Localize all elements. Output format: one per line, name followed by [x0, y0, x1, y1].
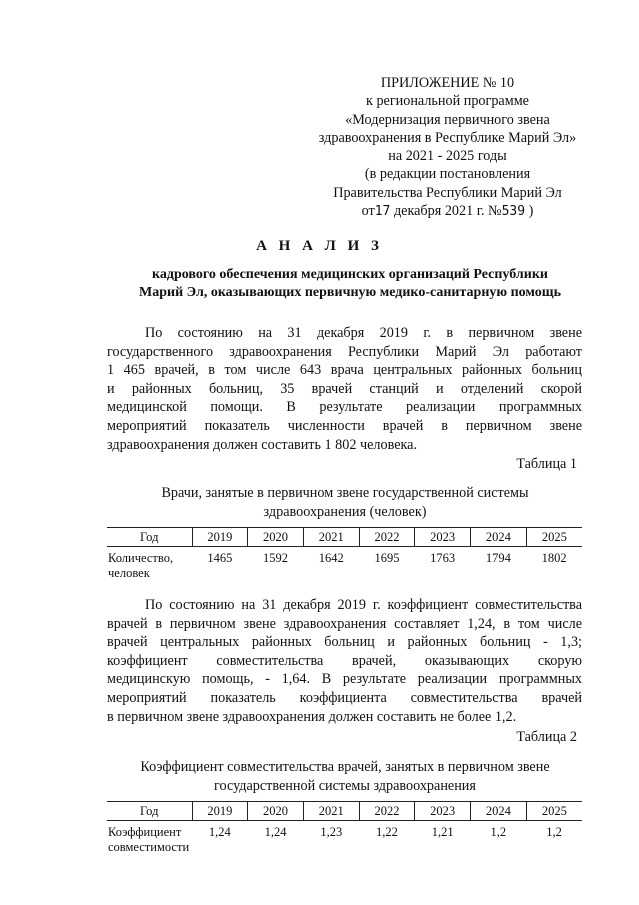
- appendix-line: здравоохранения в Республике Марий Эл»: [318, 129, 577, 146]
- header-2025: 2025: [526, 802, 582, 821]
- row-label: Количество, человек: [108, 551, 174, 580]
- date-suffix: ): [525, 203, 534, 220]
- subtitle-line: Марий Эл, оказывающих первичную медико-санитарную помощь: [139, 285, 561, 300]
- header-2020: 2020: [248, 802, 304, 821]
- header-2020: 2020: [248, 528, 304, 547]
- table1-caption: [100, 484, 590, 521]
- doctors-table: [107, 527, 582, 582]
- paragraph-coefficient: [107, 596, 582, 726]
- date-text: декабря 2021 г. №: [390, 203, 502, 220]
- table-row: [107, 821, 582, 857]
- table-cell: 1,22: [376, 825, 398, 839]
- paragraph-line: мероприятий показатель численности врачей в первичном звене: [107, 417, 582, 434]
- paragraph-line: и районных больниц, 35 врачей станций и отделений скорой: [107, 380, 582, 397]
- paragraph-line: здравоохранения должен составить 1 802 человека.: [107, 436, 418, 453]
- table-cell: 1,21: [431, 825, 454, 839]
- paragraph-line: государственного здравоохранения Республики Марий Эл работают: [107, 343, 582, 360]
- paragraph-staffing: [107, 324, 582, 454]
- table-cell: 1695: [374, 551, 400, 565]
- paragraph-line: По состоянию на 31 декабря 2019 г. в первичном звене: [145, 325, 582, 341]
- paragraph-line: в первичном звене здравоохранения должен составить не более 1,2.: [107, 708, 517, 725]
- appendix-line: Правительства Республики Марий Эл: [333, 184, 562, 201]
- paragraph-line: 1 465 врачей, в том числе 643 врача центральных районных больниц: [107, 362, 582, 379]
- table-cell: 1465: [207, 551, 233, 565]
- header-2022: 2022: [359, 802, 415, 821]
- table-cell: 1592: [263, 551, 289, 565]
- subtitle-line: кадрового обеспечения медицинских организаций Республики: [152, 267, 548, 282]
- header-2023: 2023: [415, 528, 471, 547]
- paragraph-line: врачей центральных районных больниц и районных больниц - 1,3;: [107, 634, 582, 651]
- header-year: Год: [107, 528, 192, 547]
- date-prefix: от: [361, 203, 375, 220]
- header-year: Год: [107, 802, 192, 821]
- table-cell: 1,24: [264, 825, 287, 839]
- header-2023: 2023: [415, 802, 471, 821]
- document-title: А Н А Л И З: [256, 238, 383, 254]
- table-cell: 1,2: [490, 825, 507, 839]
- table2-caption: [100, 758, 590, 795]
- paragraph-line: мероприятий показатель коэффициента совместительства врачей: [107, 689, 582, 706]
- caption-line: государственной системы здравоохранения: [214, 777, 476, 794]
- appendix-line: (в редакции постановления: [364, 166, 531, 183]
- table-cell: 1642: [318, 551, 344, 565]
- appendix-line: на 2021 - 2025 годы: [388, 148, 507, 165]
- header-2024: 2024: [471, 802, 527, 821]
- table-cell: 1794: [485, 551, 511, 565]
- appendix-line: «Модернизация первичного звена: [345, 111, 550, 128]
- resolution-number: 539: [501, 204, 526, 220]
- caption-line: Врачи, занятые в первичном звене государственной системы: [161, 485, 529, 501]
- row-label: Коэффициент совместимости: [108, 825, 190, 854]
- caption-line: здравоохранения (человек): [263, 503, 427, 520]
- table2-number: Таблица 2: [516, 729, 577, 745]
- document-subtitle: [110, 266, 590, 302]
- header-2019: 2019: [192, 528, 248, 547]
- resolution-date-line: [270, 202, 625, 221]
- paragraph-line: коэффициент совместительства врачей, оказывающих скорую: [107, 652, 582, 669]
- paragraph-line: медицинскую помощь, - 1,64. В результате реализации программных: [107, 671, 582, 688]
- header-2021: 2021: [303, 528, 359, 547]
- table-cell: 1,2: [546, 825, 562, 839]
- header-2024: 2024: [471, 528, 527, 547]
- table1-number: Таблица 1: [516, 456, 577, 472]
- table-cell: 1802: [541, 551, 567, 565]
- header-2021: 2021: [303, 802, 359, 821]
- table-header-row: [107, 528, 582, 547]
- table-cell: 1,23: [320, 825, 343, 839]
- table-cell: 1763: [430, 551, 456, 565]
- paragraph-line: По состоянию на 31 декабря 2019 г. коэффициент совместительства: [145, 597, 582, 613]
- appendix-number: ПРИЛОЖЕНИЕ № 10: [380, 75, 515, 91]
- table-header-row: [107, 802, 582, 821]
- table-row: [107, 547, 582, 583]
- paragraph-line: медицинской помощи. В результате реализации программных: [107, 399, 582, 416]
- table-cell: 1,24: [208, 825, 231, 839]
- appendix-header: [270, 74, 625, 221]
- paragraph-line: врачей в первичном звене здравоохранения составляет 1,24, в том числе: [107, 615, 582, 632]
- appendix-line: к региональной программе: [366, 93, 529, 110]
- header-2022: 2022: [359, 528, 415, 547]
- header-2025: 2025: [526, 528, 582, 547]
- resolution-day: 17: [374, 204, 391, 220]
- coefficient-table: [107, 801, 582, 856]
- caption-line: Коэффициент совместительства врачей, занятых в первичном звене: [140, 759, 550, 775]
- header-2019: 2019: [192, 802, 248, 821]
